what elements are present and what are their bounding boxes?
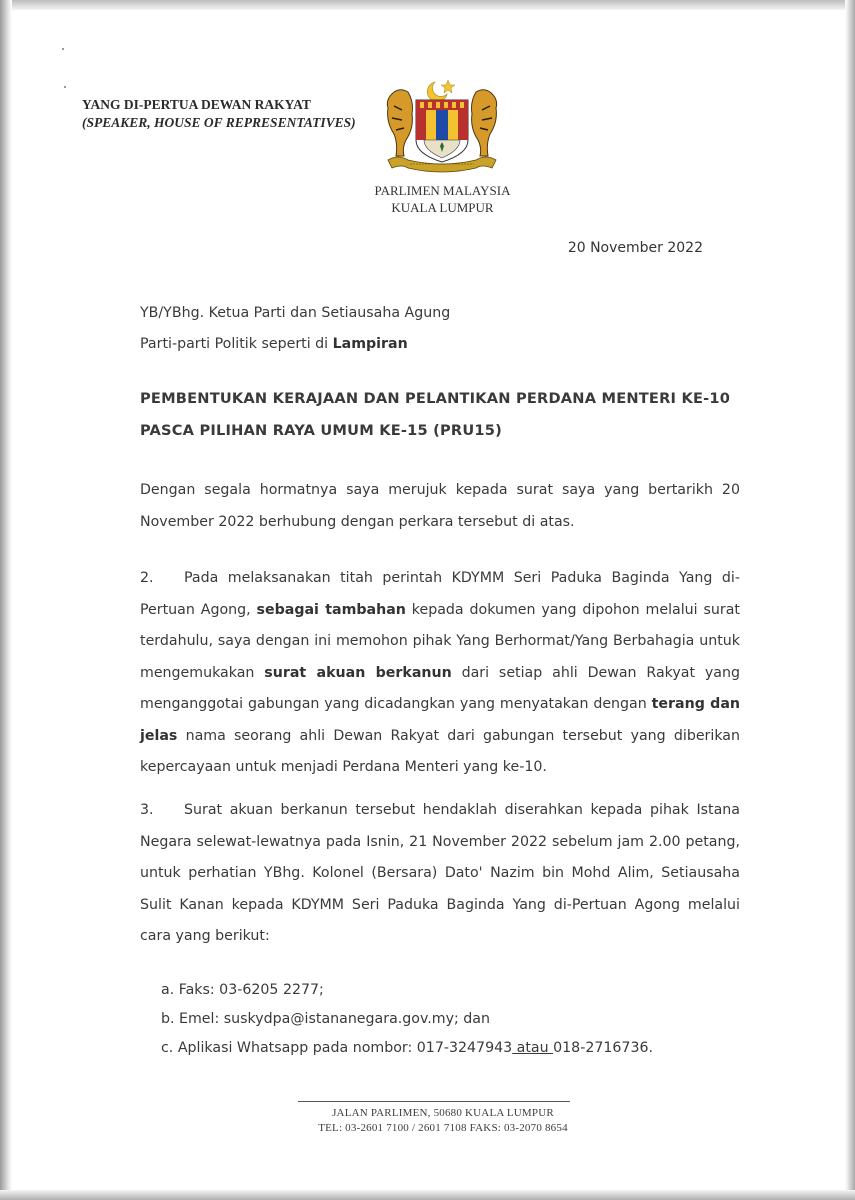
speck xyxy=(62,48,64,50)
subject-line-2: PASCA PILIHAN RAYA UMUM KE-15 (PRU15) xyxy=(140,422,502,439)
subject-line-1: PEMBENTUKAN KERAJAAN DAN PELANTIKAN PERDANA MENTERI KE-10 xyxy=(140,390,731,407)
page-edge-left xyxy=(0,0,12,1200)
speck xyxy=(64,86,66,88)
paragraph-2-text-2: kepada dokumen yang dipohon melalui surat terdahulu, saya dengan ini memohon pihak Yang Berhormat/Yang Berbahagia untuk mengemukakan xyxy=(140,601,740,681)
contact-email: b. Emel: suskydpa@istananegara.gov.my; dan xyxy=(161,1011,490,1027)
paragraph-3-number: 3. xyxy=(140,802,154,818)
footer-divider xyxy=(298,1101,570,1102)
parliament-name: PARLIMEN MALAYSIA xyxy=(374,183,511,198)
contact-whatsapp-secondary: 018-2716736. xyxy=(553,1040,654,1056)
footer-phones: TEL: 03-2601 7100 / 2601 7108 FAKS: 03-2070 8654 xyxy=(318,1122,568,1134)
paragraph-2 xyxy=(140,563,740,784)
footer-address: JALAN PARLIMEN, 50680 KUALA LUMPUR xyxy=(332,1107,554,1119)
paragraph-2-text-1: Pada melaksanakan titah perintah KDYMM Seri Paduka Baginda Yang di-Pertuan Agong, xyxy=(140,570,740,618)
paragraph-2-bold-3: terang dan jelas xyxy=(140,696,740,744)
paragraph-1: Dengan segala hormatnya saya merujuk kepada surat saya yang bertarikh 20 November 2022 berhubung dengan perkara tersebut di atas. xyxy=(140,482,740,530)
parliament-address-header xyxy=(300,182,585,216)
contact-fax: a. Faks: 03-6205 2277; xyxy=(161,982,324,998)
paragraph-2-text-4: nama seorang ahli Dewan Rakyat dari gabungan tersebut yang diberikan kepercayaan untuk menjadi Perdana Menteri yang ke-10. xyxy=(140,727,740,775)
speaker-title-malay: YANG DI-PERTUA DEWAN RAKYAT xyxy=(82,97,311,112)
recipient-line-2-text: Parti-parti Politik seperti di xyxy=(140,336,333,352)
page-edge-right xyxy=(845,0,855,1200)
contact-whatsapp-or: atau xyxy=(512,1040,554,1056)
paragraph-3 xyxy=(140,795,740,953)
paragraph-2-bold-1: sebagai tambahan xyxy=(256,601,406,618)
parliament-city: KUALA LUMPUR xyxy=(391,200,494,215)
recipient-annex-label: Lampiran xyxy=(332,336,408,352)
paragraph-3-text: Surat akuan berkanun tersebut hendaklah diserahkan kepada pihak Istana Negara selewat-lewatnya pada Isnin, 21 November 2022 sebelum jam 2.00 petang, untuk perhatian YBhg. Kolonel (Bersara) Dato' Nazim bin Mohd Alim, Setiausaha Sulit Kanan kepada KDYMM Seri Paduka Baginda Yang di-Pertuan Agong melalui cara yang berikut: xyxy=(140,802,740,944)
contact-whatsapp xyxy=(161,1034,653,1063)
paragraph-2-number: 2. xyxy=(140,570,154,586)
recipient-line-2 xyxy=(140,329,450,360)
coat-of-arms-icon xyxy=(380,76,504,176)
footer-address-block xyxy=(298,1106,588,1136)
page-edge-bottom xyxy=(0,1190,855,1200)
speaker-title-english: (SPEAKER, HOUSE OF REPRESENTATIVES) xyxy=(82,115,356,130)
recipient-block xyxy=(140,298,450,360)
contact-whatsapp-primary: c. Aplikasi Whatsapp pada nombor: 017-3247943 xyxy=(161,1040,513,1056)
letter-subject xyxy=(140,383,760,447)
contact-methods-list xyxy=(161,976,653,1063)
letter-date: 20 November 2022 xyxy=(567,240,703,256)
recipient-line-1: YB/YBhg. Ketua Parti dan Setiausaha Agung xyxy=(140,305,451,321)
page-edge-top xyxy=(0,0,855,10)
paragraph-2-text-3: dari setiap ahli Dewan Rakyat yang menganggotai gabungan yang dicadangkan yang menyatakan dengan xyxy=(140,664,740,712)
paragraph-2-bold-2: surat akuan berkanun xyxy=(264,664,452,681)
speaker-title xyxy=(82,96,356,132)
